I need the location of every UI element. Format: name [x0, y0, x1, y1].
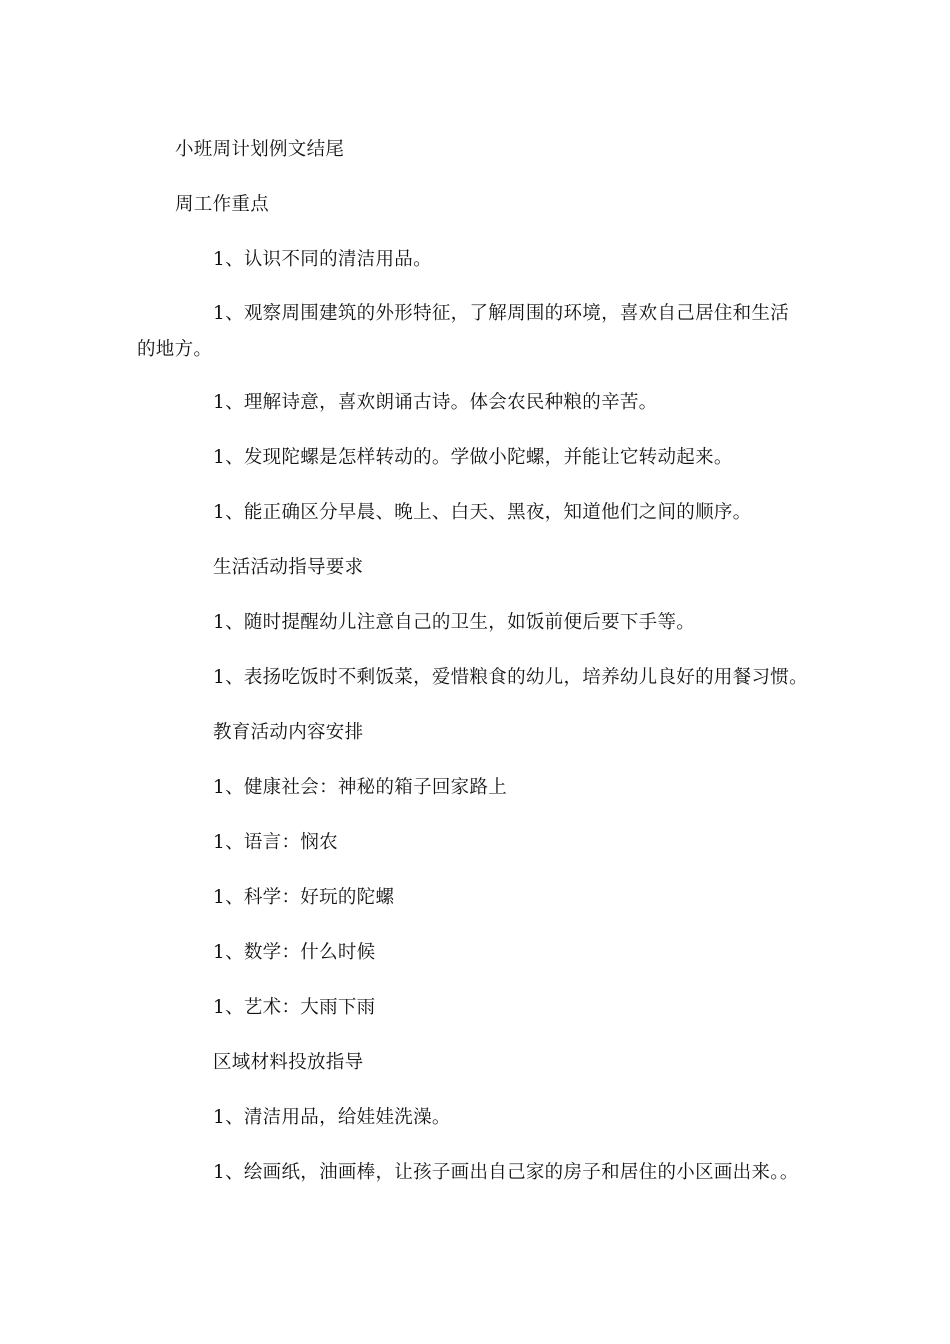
document-title: 小班周计划例文结尾 [175, 139, 345, 160]
focus-item: 1、理解诗意，喜欢朗诵古诗。体会农民种粮的辛苦。 [213, 392, 658, 413]
focus-item: 1、能正确区分早晨、晚上、白天、黑夜，知道他们之间的顺序。 [213, 502, 752, 523]
life-item: 1、随时提醒幼儿注意自己的卫生，如饭前便后要下手等。 [213, 612, 696, 633]
education-item: 1、数学：什么时候 [213, 942, 376, 963]
area-item: 1、清洁用品，给娃娃洗澡。 [213, 1107, 451, 1128]
education-item: 1、艺术：大雨下雨 [213, 997, 376, 1018]
section-heading-area: 区域材料投放指导 [213, 1052, 364, 1073]
section-heading-education: 教育活动内容安排 [213, 722, 364, 743]
focus-item: 1、认识不同的清洁用品。 [213, 249, 432, 270]
education-item: 1、科学：好玩的陀螺 [213, 887, 395, 908]
life-item: 1、表扬吃饭时不剩饭菜，爱惜粮食的幼儿，培养幼儿良好的用餐习惯。 [213, 667, 808, 688]
section-heading-focus: 周工作重点 [175, 194, 270, 215]
area-item: 1、绘画纸，油画棒，让孩子画出自己家的房子和居住的小区画出来。。 [213, 1162, 799, 1183]
focus-item: 1、观察周围建筑的外形特征，了解周围的环境，喜欢自己居住和生活的地方。 [137, 303, 790, 360]
section-heading-life: 生活活动指导要求 [213, 557, 364, 578]
education-item: 1、健康社会：神秘的箱子回家路上 [213, 777, 508, 798]
education-item: 1、语言：悯农 [213, 832, 338, 853]
focus-item: 1、发现陀螺是怎样转动的。学做小陀螺，并能让它转动起来。 [213, 447, 733, 468]
